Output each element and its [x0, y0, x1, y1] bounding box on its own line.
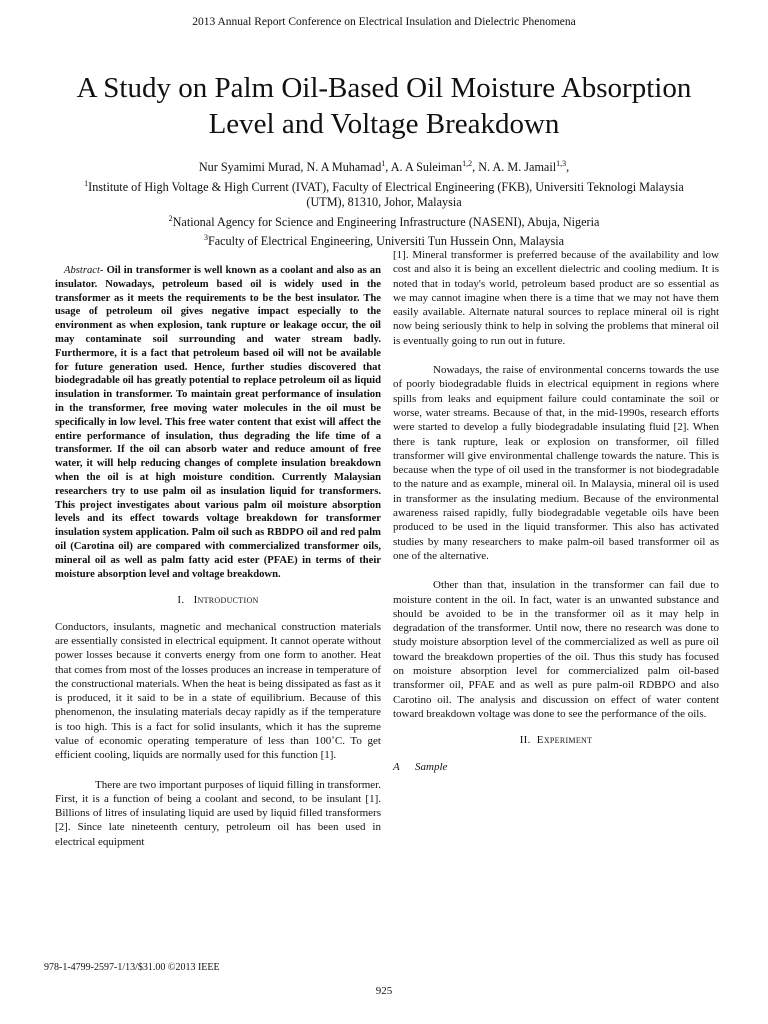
title-line-1: A Study on Palm Oil-Based Oil Moisture Absorption: [76, 72, 692, 104]
abstract-label: Abstract-: [64, 265, 104, 276]
affiliation-1-cont-text: (UTM), 81310, Johor, Malaysia: [306, 195, 462, 210]
affiliation-1: [40, 176, 728, 196]
isbn-footer: 978-1-4799-2597-1/13/$31.00 ©2013 IEEE: [44, 962, 220, 973]
section-2-heading: [393, 733, 719, 747]
subsection-a-heading: [393, 760, 719, 774]
intro-paragraph-1: Conductors, insulants, magnetic and mechanical construction materials are essentially consisted in electrical equipment. It cannot operate without power losses because it converts energy from one form to another. Heat that comes from most of the losses produces an increase in temperature of the constructional materials. When the heat is being dissipated as fast as it is produced, it it said to be in a state of equilibrium. Because of this phenomenon, the insulating materials decay rapidly as if the temperature is too high. This is a fact for solid insulants, which it has the supreme value of economic operating temperature of less than 100˚C. To get efficient cooling, liquids are normally used for this function [1].: [55, 620, 381, 762]
section-2-number: II.: [519, 734, 531, 747]
subsection-a-letter: A: [393, 760, 400, 773]
right-column: [393, 248, 719, 774]
intro-paragraph-2: There are two important purposes of liquid filling in transformer. First, it is a function of being a coolant and second, to be insulant [1]. Billions of litres of insulating liquid are used by liquid filled transformers [2]. Since late nineteenth century, petroleum oil has been used in electrical equipment: [55, 778, 381, 848]
affiliation-2-sup: 2: [168, 213, 173, 223]
affiliation-2: [40, 211, 728, 231]
affiliation-3-text: Faculty of Electrical Engineering, Universiti Tun Hussein Onn, Malaysia: [207, 234, 565, 249]
paper-title: [30, 70, 738, 142]
author-1-sup: 1: [381, 159, 386, 168]
author-3-sup: 1,3: [556, 159, 567, 168]
affiliation-3: [40, 230, 728, 250]
author-list: [40, 156, 728, 176]
subsection-a-title: Sample: [415, 760, 448, 773]
abstract-text: Oil in transformer is well known as a coolant and also as an insulator. Nowadays, petroleum based oil is widely used in the transformer as it meets the requirements to be the best insulator. The usage of petroleum oil gives negative impact especially to the environment as when explosion, tank rupture or leakage occur, the oil may contaminate soil surrounding and water stream badly. Furthermore, it is a fact that petroleum based oil will not be available for future generation used. Hence, further studies discovered that biodegradable oil has greatly potential to replace petroleum oil as liquid insulation in transformer. To maintain great performance of insulation in the transformer, free moving water molecules in the oil must be specifically in low level. This free water content that exist will affect the entire performance of insulation, thus degrading the life time of a transformer. If the oil can absorb water and reduce amount of free water, it will help reducing changes of complete insulation breakdown when the oil is at high moisture condition. Currently Malaysian researchers try to use palm oil as insulation liquid for transformers. This project investigates about various palm oil moisture absorption levels and its effect towards voltage breakdown for transformer insulation system application. Palm oil such as RBDPO oil and red palm oil (Carotina oil) are compared with commercialized transformer oils, mineral oil as well as palm fatty acid ester (PFAE) in terms of their moisture absorption level and voltage breakdown.: [55, 265, 381, 580]
affiliation-2-text: National Agency for Science and Engineering Infrastructure (NASENI), Abuja, Nigeria: [172, 214, 600, 229]
author-list-end: ,: [566, 160, 570, 175]
affiliation-1-sup: 1: [84, 178, 89, 188]
affiliation-1-text: Institute of High Voltage & High Current (IVAT), Faculty of Electrical Engineering (FKB), Universiti Teknologi Malaysia: [88, 179, 684, 194]
author-2: , A. A Suleiman: [385, 160, 463, 175]
author-1: Nur Syamimi Murad, N. A Muhamad: [198, 160, 382, 175]
affiliation-1-cont: [40, 195, 728, 211]
title-line-2: Level and Voltage Breakdown: [208, 108, 560, 140]
section-1-title: Introduction: [193, 594, 259, 607]
page-number: 925: [375, 985, 393, 997]
intro-paragraph-5: Other than that, insulation in the transformer can fail due to moisture content in the oil. In fact, water is an unwanted substance and should be avoided to be in the transformer oil as it may help in degradation of the transformer. Until now, there no research was done to study moisture absorption level of the commercialized as well as pure oil toward the breakdown properties of the oil. Thus this study has focused on moisture absorption level for commercialized palm oil-based transformer oil, PFAE and as well as pure palm-oil RDBPO and also Carotino oil. The analysis and discussion on effect of water content toward breakdown voltage was done to see the performance of the oils.: [393, 579, 719, 720]
section-2-title: Experiment: [536, 734, 593, 747]
conference-header: 2013 Annual Report Conference on Electrical Insulation and Dielectric Phenomena: [192, 16, 576, 28]
author-3: , N. A. M. Jamail: [472, 160, 557, 175]
affiliation-3-sup: 3: [203, 233, 208, 243]
intro-paragraph-3: [1]. Mineral transformer is preferred because of the availability and low cost and also it is being an excellent dielectric and cooling medium. It is noted that in today's world, petroleum based product are so essential as we may cannot imagine when there is a time that we may not have them easily available. Alternate natural sources to replace mineral oil is right now being seriously think to help in solving the problems that mineral oil is eventually going to run out in future.: [393, 249, 719, 347]
section-1-number: I.: [177, 594, 185, 607]
authors-block: [40, 156, 728, 250]
intro-paragraph-4: Nowadays, the raise of environmental concerns towards the use of poorly biodegradable fluids in electrical equipment in regions where spills from leaks and equipment failure could contaminate the soil or worse, water streams. Because of that, in the mid-1990s, research efforts were started to develop a fully biodegradable insulating fluid [2]. When there is tank rupture, leak or explosion on transformer, oil filled transformer will give environmental challenge towards the nature. This is because when the type of oil used in the transformer is not biodegradable to the nature and as example, mineral oil. In Malaysia, mineral oil is used in transformer as the insulating medium. Because of the environmental awareness raised rapidly, fully biodegradable vegetable oils have been produced to be used in the liquid transformer. This also has activated studies by many researchers to make palm-oil based transformer oil as one of the alternative.: [393, 364, 719, 562]
abstract: [55, 264, 381, 581]
author-2-sup: 1,2: [462, 159, 473, 168]
section-1-heading: [55, 593, 381, 607]
left-column: [55, 264, 381, 849]
